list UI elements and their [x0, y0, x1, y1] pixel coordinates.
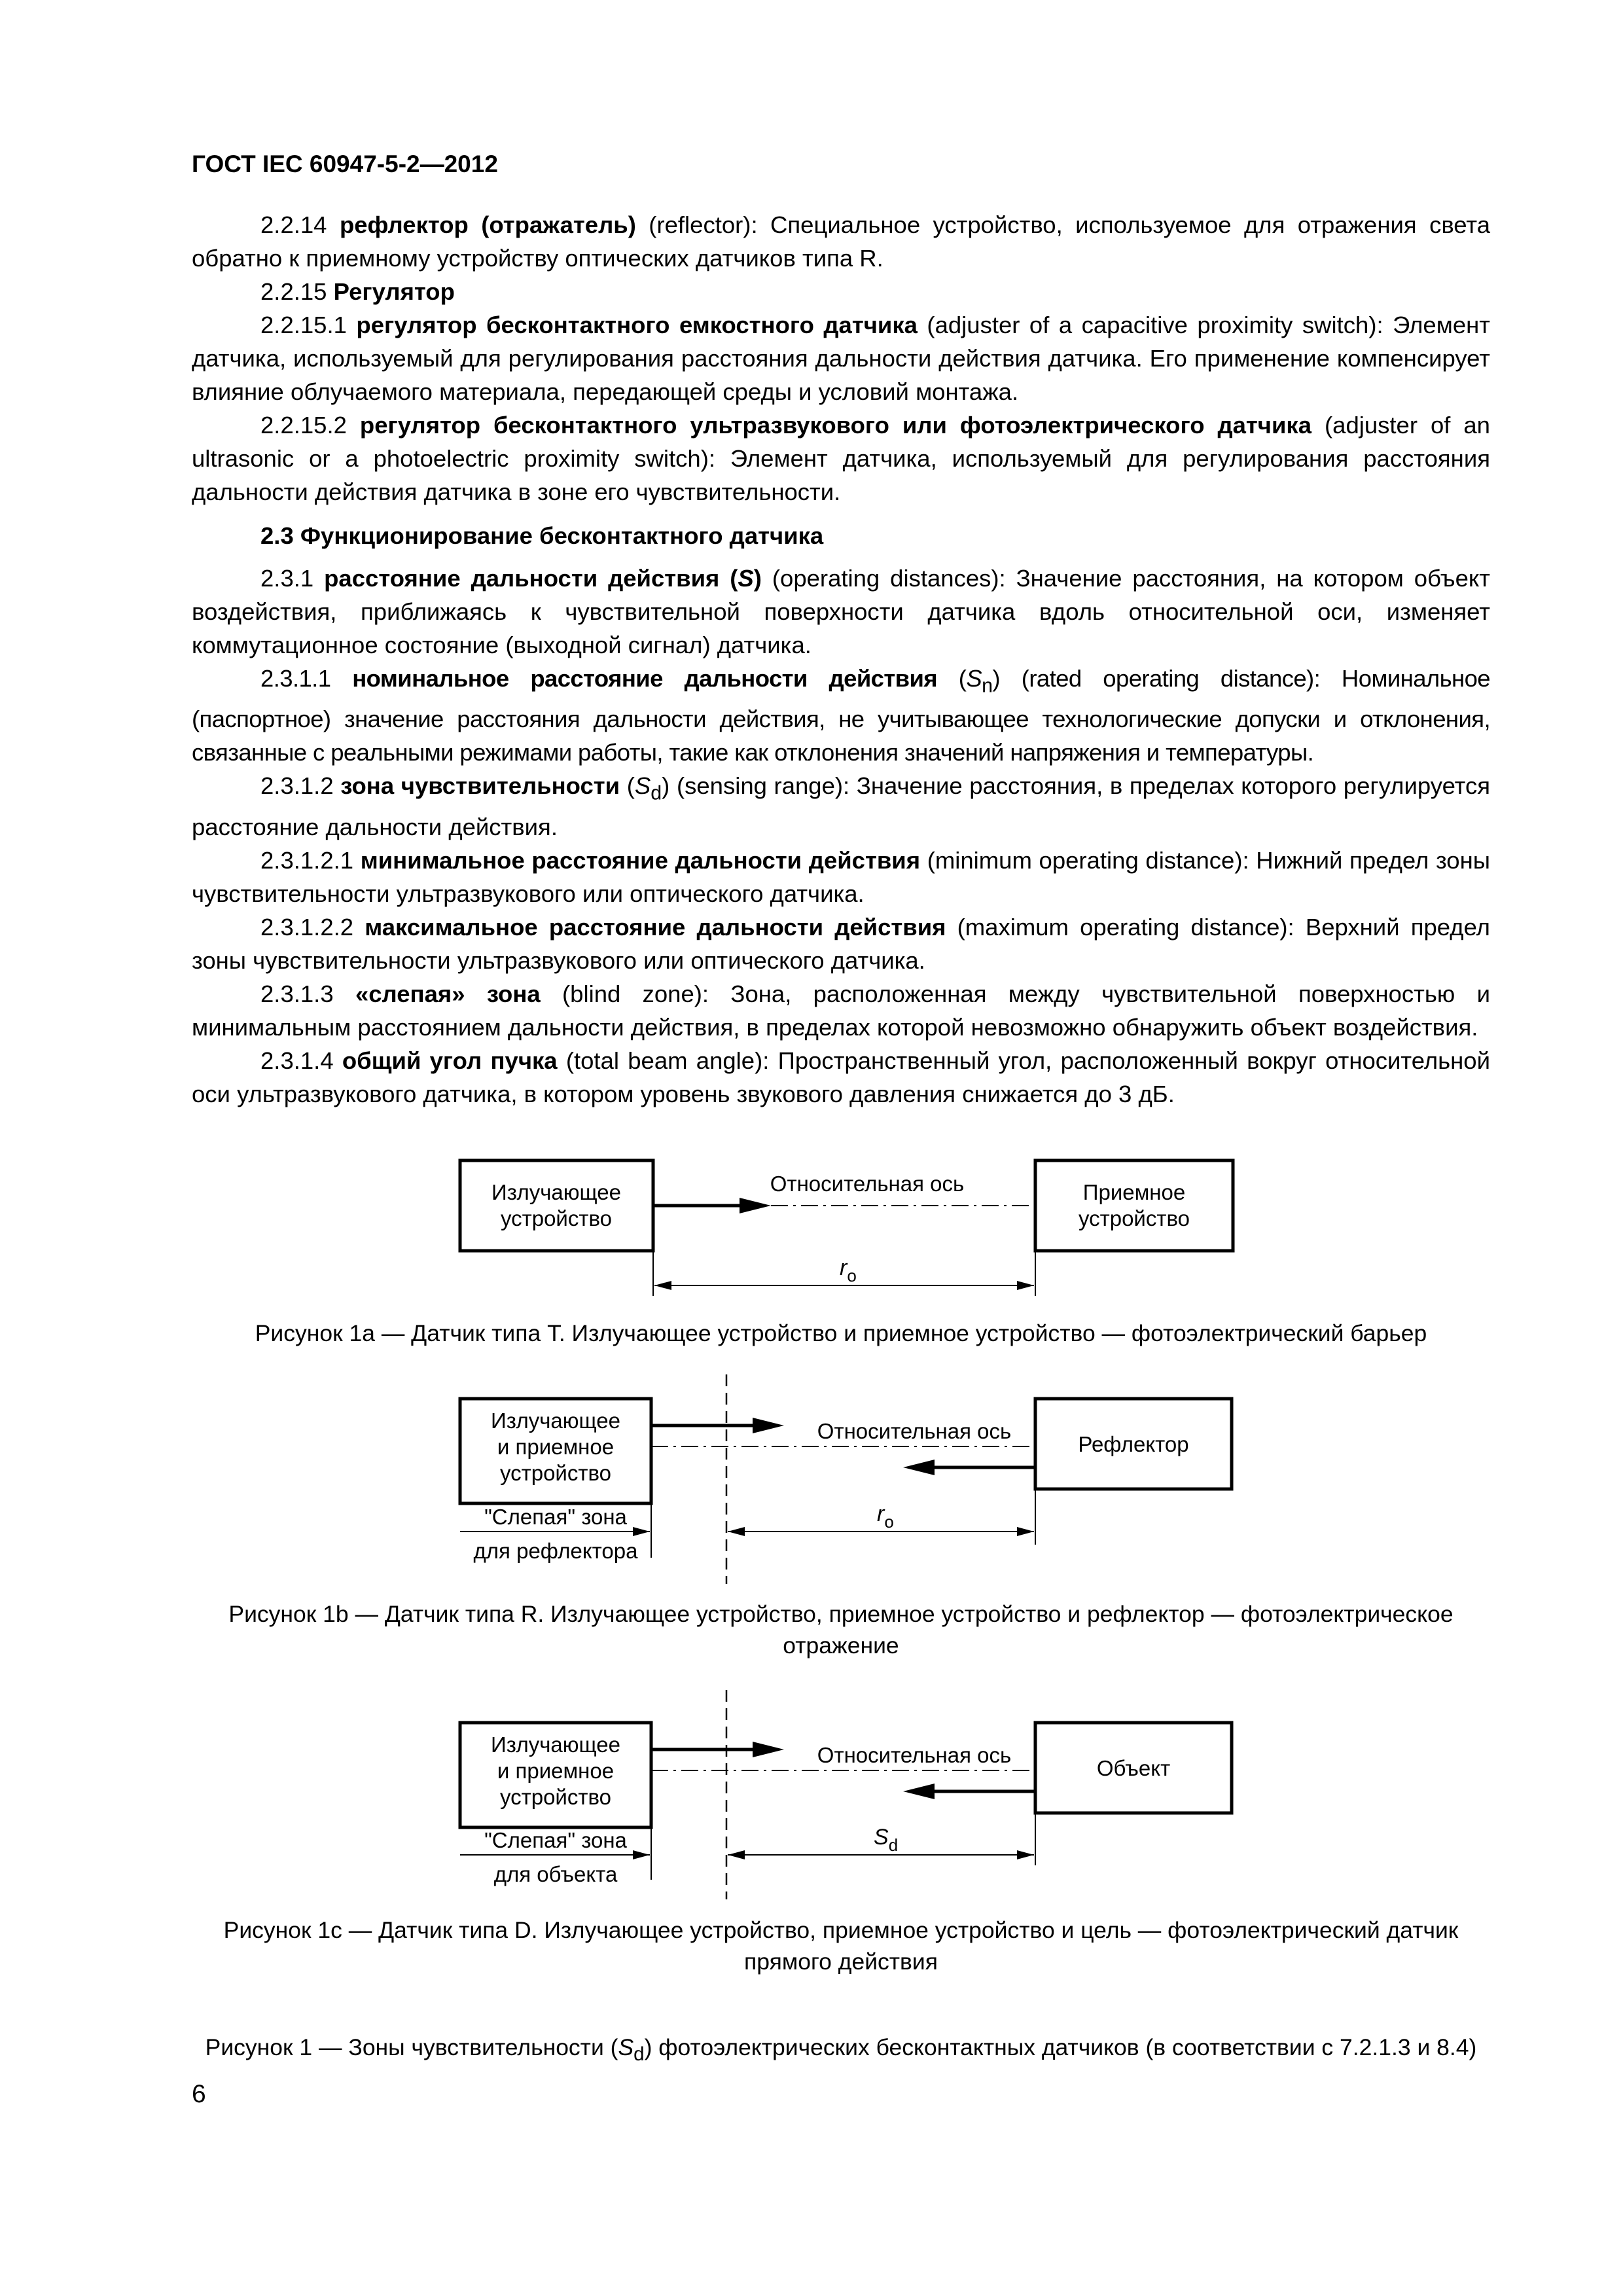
- clause-text: (minimum operating distance): Нижний предел зоны чувствительности ультразвукового или оптического датчика.: [192, 846, 1490, 907]
- dimension-arrow-left-icon: [728, 1850, 745, 1859]
- dimension-arrow-right-icon: [1017, 1281, 1034, 1290]
- dimension-subscript: d: [888, 1835, 899, 1855]
- arrow-right-icon: [753, 1742, 784, 1757]
- emitter-label-3: устройство: [499, 1785, 612, 1809]
- caption-text-start: Рисунок 1 — Зоны чувствительности (: [205, 2034, 618, 2060]
- section-heading: 2.3 Функционирование бесконтактного датчика: [260, 522, 824, 549]
- dimension-subscript: o: [847, 1266, 857, 1285]
- clause-term: Регулятор: [333, 278, 455, 305]
- clause-term: минимальное расстояние дальности действия: [360, 846, 921, 874]
- clause-number: 2.3.1.2: [260, 772, 334, 800]
- caption-symbol-subscript: d: [633, 2043, 645, 2066]
- object-label: Объект: [1096, 1756, 1171, 1780]
- dimension-subscript: o: [884, 1512, 894, 1532]
- paragraph-2-3-1-2: 2.3.1.2 зона чувствительности $(S_d)$ (sensing range): Значение расстояния, в пределах которого регулируется расстояние дальности действия.: [192, 772, 1490, 840]
- blind-zone-label-1: "Слепая" зона: [484, 1505, 627, 1529]
- clause-number: 2.2.15.2: [260, 412, 347, 439]
- dimension-symbol: S: [874, 1825, 889, 1850]
- blind-zone-label-1: "Слепая" зона: [484, 1828, 627, 1852]
- blind-zone-label-2: для объекта: [493, 1862, 618, 1886]
- arrow-left-icon: [903, 1784, 935, 1799]
- clause-number: 2.2.15: [260, 278, 327, 305]
- emitter-label-3: устройство: [499, 1461, 612, 1485]
- arrow-left-icon: [903, 1460, 935, 1475]
- dimension-arrow-right-icon: [1017, 1850, 1034, 1859]
- dimension-arrow-left-icon: [654, 1281, 671, 1290]
- emitter-box: [460, 1160, 653, 1251]
- figure-1a-diagram: [0, 1152, 1623, 1322]
- blind-zone-label-2: для рефлектора: [473, 1539, 638, 1563]
- clause-number: 2.2.15.1: [260, 312, 347, 338]
- clause-text: (adjuster of an ultrasonic or a photoelectric proximity switch): Элемент датчика, используемый для регулирования расстояния дальности действия датчика в зоне его чувствительности.: [192, 412, 1490, 505]
- emitter-label-1: Излучающее: [491, 1180, 622, 1204]
- arrow-right-icon: [740, 1198, 771, 1213]
- axis-label: Относительная ось: [817, 1743, 1012, 1767]
- clause-text: (rated operating distance): Номинальное (паспортное) значение расстояния дальности действия, не учитывающее технологические допуски и отклонения, связанные с реальными режимами работы, такие как отклонения значений напряжения и температуры.: [192, 665, 1490, 766]
- symbol: S: [738, 565, 754, 592]
- clause-term: рефлектор (отражатель): [339, 211, 636, 238]
- paragraph-2-3-1-2-2: [192, 910, 1490, 977]
- figure-1a-caption: Рисунок 1а — Датчик типа Т. Излучающее устройство и приемное устройство — фотоэлектрический барьер: [255, 1320, 1427, 1346]
- dimension-label: [877, 1501, 894, 1532]
- dimension-label: [840, 1255, 857, 1285]
- clause-text: (adjuster of a capacitive proximity switch): Элемент датчика, используемый для регулирования расстояния дальности действия датчика. Его применение компенсирует влияние облучаемого материала, передающей среды и условий монтажа.: [192, 312, 1490, 405]
- figure-1b: [0, 1374, 1623, 1590]
- clause-number: 2.3.1.3: [260, 980, 334, 1007]
- clause-term: общий угол пучка: [342, 1047, 558, 1074]
- clause-number: 2.2.14: [260, 211, 327, 238]
- document-header: ГОСТ IEC 60947-5-2—2012: [192, 151, 498, 177]
- symbol-subscript: n: [982, 674, 993, 697]
- clause-number: 2.3.1: [260, 565, 314, 592]
- paragraph-2-3-1-1: 2.3.1.1 номинальное расстояние дальности действия $(S_n)$ (rated operating distance): Номинальное (паспортное) значение расстояния дальности действия, не учитывающее технологические допуски и отклонения, связанные с реальными режимами работы, такие как отклонения значений напряжения и температуры.: [192, 665, 1490, 766]
- clause-term-close: ): [753, 565, 762, 592]
- clause-text: (sensing range): Значение расстояния, в пределах которого регулируется расстояние дальности действия.: [192, 772, 1490, 840]
- receiver-label-2: устройство: [1078, 1206, 1190, 1230]
- paragraph-2-3-1: [192, 562, 1490, 662]
- paragraph-2-2-15-2: [192, 408, 1490, 509]
- emitter-label-1: Излучающее: [490, 1408, 621, 1433]
- caption-symbol: S: [618, 2034, 634, 2060]
- axis-label: Относительная ось: [770, 1172, 965, 1196]
- receiver-box: [1035, 1160, 1233, 1251]
- clause-term: расстояние дальности действия (: [324, 565, 738, 592]
- clause-text: (operating distances): Значение расстояния, на котором объект воздействия, приближаясь к чувствительной поверхности датчика вдоль относительной оси, изменяет коммутационное состояние (выходной сигнал) датчика.: [192, 565, 1490, 658]
- figure-1c-diagram: [0, 1690, 1623, 1906]
- clause-text: (total beam angle): Пространственный угол, расположенный вокруг относительной оси ультразвукового датчика, в котором уровень звукового давления снижается до 3 дБ.: [192, 1047, 1490, 1107]
- paragraph-2-2-15: [192, 275, 1490, 308]
- clause-text: (reflector): Специальное устройство, используемое для отражения света обратно к приемному устройству оптических датчиков типа R.: [192, 211, 1490, 272]
- clause-term: зона чувствительности: [340, 772, 620, 800]
- axis-label: Относительная ось: [817, 1419, 1012, 1443]
- figure-1c: [0, 1690, 1623, 1906]
- figure-1a: [0, 1152, 1623, 1322]
- reflector-label: Рефлектор: [1078, 1432, 1189, 1456]
- paragraph-2-3-1-4: [192, 1044, 1490, 1111]
- clause-term: регулятор бесконтактного ультразвукового или фотоэлектрического датчика: [359, 412, 1312, 439]
- page-number: 6: [192, 2080, 206, 2108]
- clause-term: номинальное расстояние дальности действия: [352, 665, 938, 692]
- clause-text: (blind zone): Зона, расположенная между чувствительной поверхностью и минимальным расстоянием дальности действия, в пределах которой невозможно обнаружить объект воздействия.: [192, 980, 1490, 1041]
- paragraph-2-3-1-3: [192, 977, 1490, 1044]
- paragraph-2-3-1-2-1: [192, 844, 1490, 910]
- dimension-arrow-left-icon: [728, 1527, 745, 1536]
- emitter-label-1: Излучающее: [490, 1732, 621, 1757]
- emitter-label-2: и приемное: [497, 1759, 615, 1783]
- clause-text: (maximum operating distance): Верхний предел зоны чувствительности ультразвукового или оптического датчика.: [192, 913, 1490, 974]
- receiver-label-1: Приемное: [1082, 1180, 1186, 1204]
- clause-term: регулятор бесконтактного емкостного датчика: [356, 312, 918, 338]
- clause-number: 2.3.1.1: [260, 665, 331, 692]
- dimension-arrow-right-icon: [633, 1527, 650, 1536]
- clause-number: 2.3.1.4: [260, 1047, 334, 1074]
- symbol: S: [634, 772, 651, 800]
- clause-term: максимальное расстояние дальности действия: [365, 913, 946, 941]
- dimension-arrow-right-icon: [1017, 1527, 1034, 1536]
- clause-number: 2.3.1.2.1: [260, 846, 354, 874]
- figure-1b-diagram: [0, 1374, 1623, 1590]
- symbol: S: [966, 665, 982, 692]
- arrow-right-icon: [753, 1418, 784, 1433]
- paragraph-2-2-15-1: [192, 308, 1490, 408]
- clause-number: 2.3.1.2.2: [260, 913, 354, 941]
- symbol-subscript: d: [651, 781, 662, 804]
- clause-term: «слепая» зона: [355, 980, 541, 1007]
- paragraph-2-2-14: [192, 208, 1490, 275]
- figure-1-caption: [190, 2034, 1492, 2066]
- emitter-label-2: и приемное: [497, 1435, 615, 1459]
- emitter-label-2: устройство: [500, 1206, 613, 1230]
- dimension-symbol: r: [840, 1255, 847, 1280]
- body-text: [192, 208, 1490, 1111]
- dimension-arrow-right-icon: [633, 1850, 650, 1859]
- dimension-symbol: r: [877, 1501, 885, 1526]
- dimension-label: [874, 1825, 898, 1855]
- figure-1c-caption: Рисунок 1c — Датчик типа D. Излучающее устройство, приемное устройство и цель — фотоэлектрический датчик прямого действия: [223, 1917, 1459, 1975]
- caption-text-end: ) фотоэлектрических бесконтактных датчиков (в соответствии с 7.2.1.3 и 8.4): [644, 2034, 1477, 2060]
- figure-1b-caption: Рисунок 1b — Датчик типа R. Излучающее устройство, приемное устройство и рефлектор — фотоэлектрическое отражение: [228, 1601, 1454, 1659]
